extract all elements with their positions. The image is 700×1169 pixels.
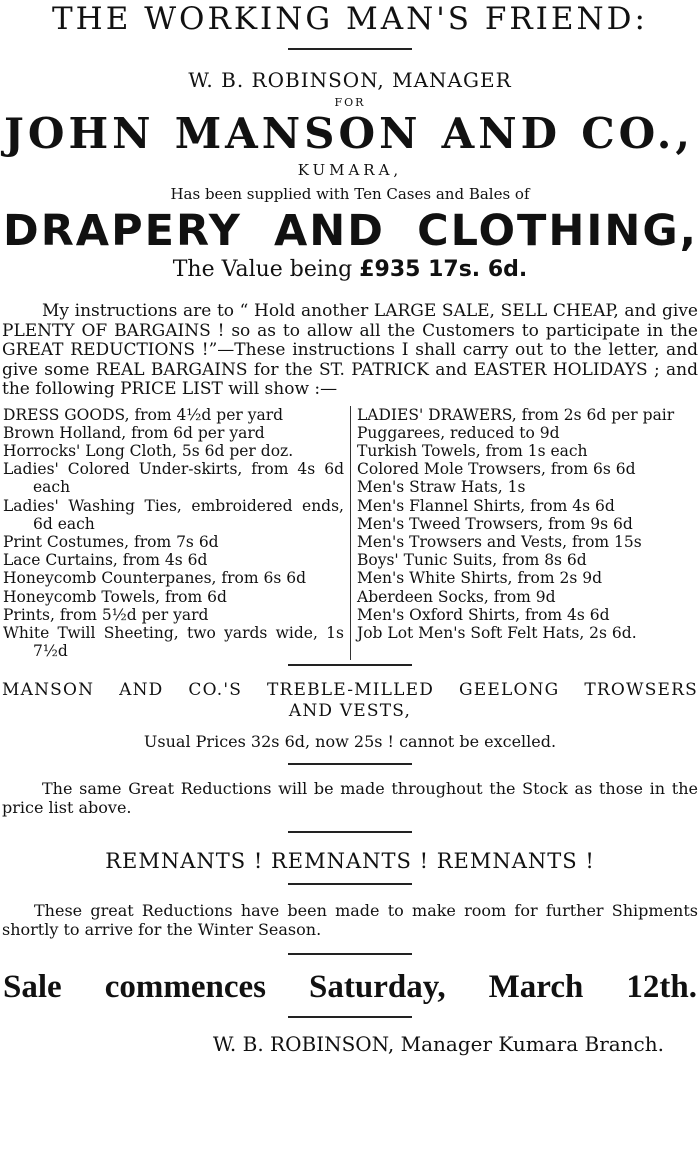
divider-rule	[288, 1016, 412, 1018]
price-item: Ladies' Colored Under-skirts, from 4s 6d each	[3, 460, 344, 497]
price-item: White Twill Sheeting, two yards wide, 1s 7½d	[3, 623, 344, 661]
price-item: Print Costumes, from 7s 6d	[3, 532, 219, 551]
price-item: Colored Mole Trowsers, from 6s 6d	[357, 460, 636, 479]
usual-prices: Usual Prices 32s 6d, now 25s ! cannot be excelled.	[143, 732, 557, 752]
divider-rule	[288, 664, 412, 666]
price-item: LADIES' DRAWERS, from 2s 6d per pair	[357, 405, 675, 424]
price-item: Men's White Shirts, from 2s 9d	[357, 569, 603, 588]
supplied-line: Has been supplied with Ten Cases and Bales of	[170, 185, 530, 203]
drapery-heading: DRAPERY AND CLOTHING,	[3, 206, 698, 256]
value-prefix: The Value being	[172, 257, 353, 282]
divider-rule	[288, 48, 412, 50]
price-item: Ladies' Washing Ties, embroidered ends, 6d each	[3, 496, 344, 533]
price-item: Honeycomb Counterpanes, from 6s 6d	[3, 569, 307, 588]
price-item: Job Lot Men's Soft Felt Hats, 2s 6d.	[357, 623, 637, 642]
town-name: KUMARA,	[297, 161, 403, 179]
trowsers-heading-line1: MANSON AND CO.'S TREBLE-MILLED GEELONG TROWSERS	[2, 680, 698, 701]
price-item: Men's Trowsers and Vests, from 15s	[357, 532, 642, 551]
price-item: Honeycomb Towels, from 6d	[3, 587, 227, 606]
price-item: Men's Straw Hats, 1s	[357, 478, 526, 497]
price-item: Puggarees, reduced to 9d	[357, 423, 560, 442]
price-item: Men's Flannel Shirts, from 4s 6d	[357, 496, 615, 515]
price-list	[0, 406, 700, 661]
price-item: Horrocks' Long Cloth, 5s 6d per doz.	[3, 441, 294, 460]
divider-rule	[288, 953, 412, 955]
price-item: DRESS GOODS, from 4½d per yard	[3, 405, 284, 424]
remnants-heading: REMNANTS ! REMNANTS ! REMNANTS !	[105, 849, 595, 874]
signature: W. B. ROBINSON, Manager Kumara Branch.	[212, 1032, 664, 1057]
price-item: Lace Curtains, from 4s 6d	[3, 551, 208, 570]
divider-rule	[288, 831, 412, 833]
value-line	[0, 257, 700, 282]
price-item: Boys' Tunic Suits, from 8s 6d	[357, 551, 587, 570]
price-item: Turkish Towels, from 1s each	[357, 441, 588, 460]
price-item: Brown Holland, from 6d per yard	[3, 423, 265, 442]
price-item: Men's Tweed Trowsers, from 9s 6d	[357, 514, 633, 533]
instructions-paragraph: My instructions are to “ Hold another LARGE SALE, SELL CHEAP, and give PLENTY OF BARGAINS ! so as to allow all the Customers to participate in the GREAT REDUCTIONS !”—These instructions I shall carry out to the letter, and give some REAL BARGAINS for the ST. PATRICK and EASTER HOLIDAYS ; and the following PRICE LIST will show :—	[2, 301, 698, 399]
advertisement-page	[0, 2, 700, 1169]
price-item: Prints, from 5½d per yard	[3, 605, 209, 624]
value-amount: £935 17s. 6d.	[359, 257, 528, 282]
sale-date: Sale commences Saturday, March 12th.	[3, 969, 697, 1006]
divider-rule	[288, 883, 412, 885]
headline: THE WORKING MAN'S FRIEND:	[52, 1, 648, 37]
manager-line: W. B. ROBINSON, MANAGER	[188, 68, 512, 92]
price-item: Aberdeen Socks, from 9d	[357, 587, 556, 606]
trowsers-heading	[0, 680, 700, 722]
company-name: JOHN MANSON AND CO.,	[4, 109, 694, 158]
trowsers-heading-line2: AND VESTS,	[288, 701, 412, 722]
these-reductions: These great Reductions have been made to make room for further Shipments shortly to arrive for the Winter Season.	[2, 901, 698, 940]
price-list-right	[350, 406, 700, 661]
divider-rule	[288, 763, 412, 765]
same-reductions: The same Great Reductions will be made throughout the Stock as those in the price list above.	[2, 779, 698, 818]
price-item: Men's Oxford Shirts, from 4s 6d	[357, 605, 610, 624]
price-list-left	[0, 406, 350, 661]
for-word: FOR	[334, 96, 366, 109]
